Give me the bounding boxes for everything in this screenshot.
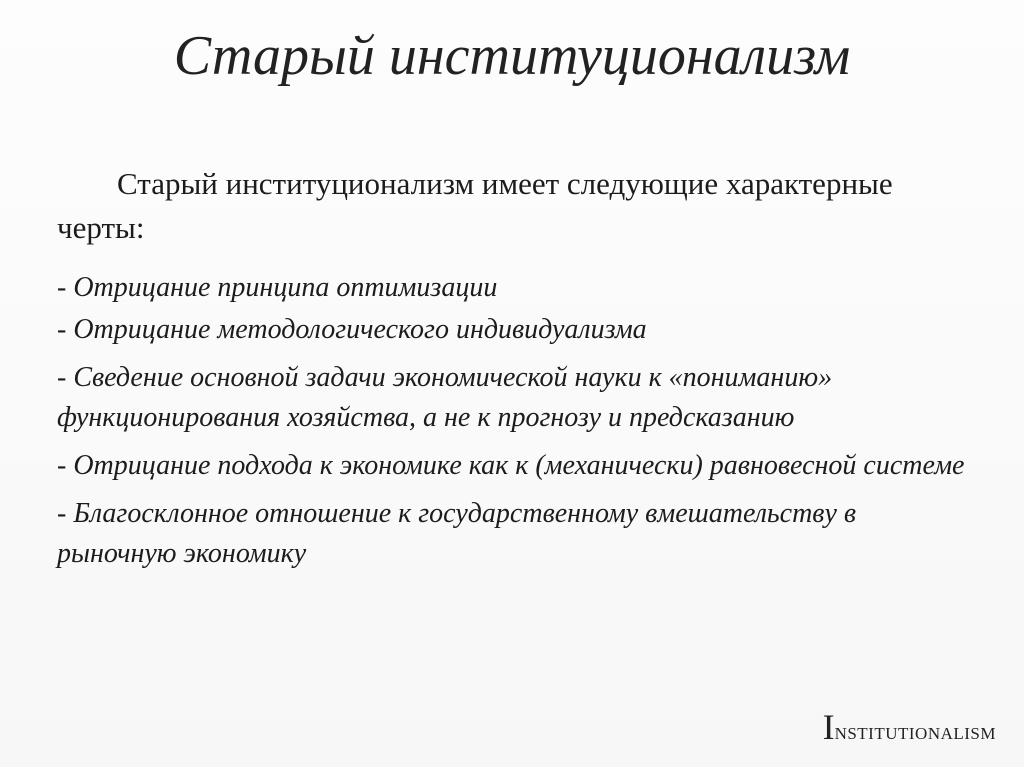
feature-item — [57, 268, 977, 308]
feature-text: Отрицание принципа оптимизации — [73, 272, 498, 303]
feature-list — [57, 268, 977, 582]
feature-text: Отрицание подхода к экономике как к (механически) равновесной системе — [73, 450, 965, 481]
feature-dash: - — [57, 498, 74, 529]
feature-item — [57, 310, 977, 350]
feature-dash: - — [57, 450, 74, 481]
feature-dash: - — [57, 314, 74, 345]
feature-dash: - — [57, 362, 74, 393]
logo-initial: I — [822, 707, 835, 747]
feature-text: Благосклонное отношение к государственному вмешательству в рыночную экономику — [57, 498, 857, 569]
logo-rest: NSTITUTIONALISM — [834, 724, 996, 743]
intro-text: Старый институционализм имеет следующие характерные черты: — [57, 166, 893, 245]
feature-dash: - — [57, 272, 74, 303]
institutionalism-logo — [823, 709, 996, 745]
slide-title: Старый институционализм — [173, 25, 851, 87]
feature-item — [57, 358, 977, 438]
feature-item — [57, 446, 977, 486]
feature-text: Отрицание методологического индивидуализма — [73, 314, 647, 345]
feature-text: Сведение основной задачи экономической науки к «пониманию» функционирования хозяйства, а не к прогнозу и предсказанию — [57, 362, 833, 433]
feature-item — [57, 494, 977, 574]
intro-paragraph — [57, 162, 957, 250]
